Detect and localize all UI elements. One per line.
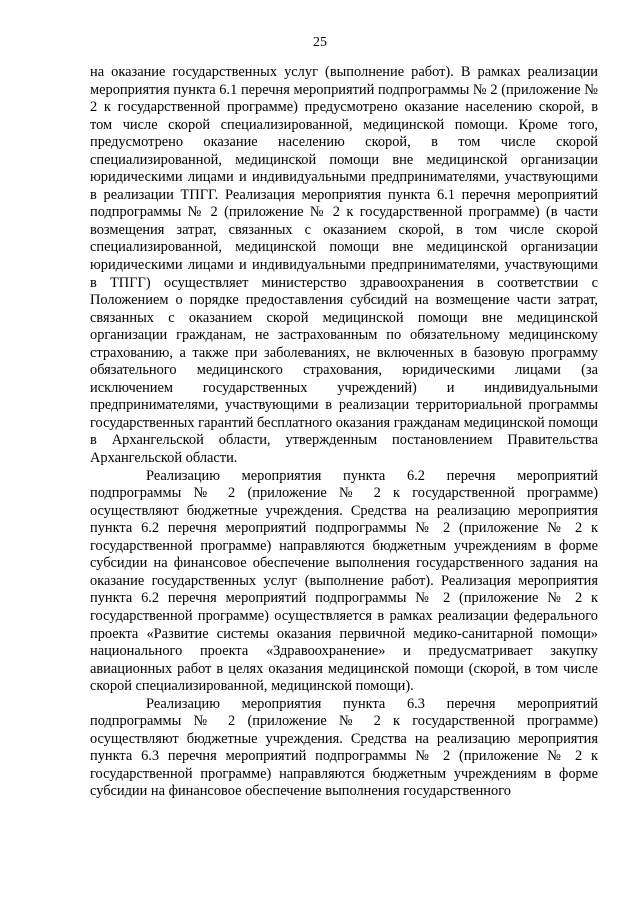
paragraph-1: на оказание государственных услуг (выполнение работ). В рамках реализации мероприятия пункта 6.1 перечня мероприятий подпрограммы № 2 (приложение № 2 к государственной программе) предусмотрено оказание населению скорой, в том числе скорой специализированной, медицинской помощи. Кроме того, предусмотрено оказание населению скорой, в том числе скорой специализированной, медицинской помощи вне медицинской организации юридическими лицами и индивидуальными предпринимателями, участвующими в реализации ТПГГ. Реализация мероприятия пункта 6.1 перечня мероприятий подпрограммы № 2 (приложение № 2 к государственной программе) (в части возмещения затрат, связанных с оказанием скорой, в том числе скорой специализированной, медицинской помощи вне медицинской организации юридическими лицами и индивидуальными предпринимателями, участвующими в ТПГГ) осуществляет министерство здравоохранения в соответствии с Положением о порядке предоставления субсидий на возмещение части затрат, связанных с оказанием скорой медицинской помощи вне медицинской организации гражданам, не застрахованным по обязательному медицинскому страхованию, а также при заболеваниях, не включенных в базовую программу обязательного медицинского страхования, юридическими лицами (за исключением государственных учреждений) и индивидуальными предпринимателями, участвующими в реализации территориальной программы государственных гарантий бесплатного оказания гражданам медицинской помощи в Архангельской области, утвержденным постановлением Правительства Архангельской области. (90, 64, 598, 467)
paragraph-3: Реализацию мероприятия пункта 6.3 перечня мероприятий подпрограммы № 2 (приложение № 2 к государственной программе) осуществляют бюджетные учреждения. Средства на реализацию мероприятия пункта 6.3 перечня мероприятий подпрограммы № 2 (приложение № 2 к государственной программе) направляются бюджетным учреждениям в форме субсидии на финансовое обеспечение выполнения государственного (90, 695, 598, 800)
document-body (90, 64, 598, 801)
paragraph-2: Реализацию мероприятия пункта 6.2 перечня мероприятий подпрограммы № 2 (приложение № 2 к государственной программе) осуществляют бюджетные учреждения. Средства на реализацию мероприятия пункта 6.2 перечня мероприятий подпрограммы № 2 (приложение № 2 к государственной программе) направляются бюджетным учреждениям в форме субсидии на финансовое обеспечение выполнения государственного задания на оказание государственных услуг (выполнение работ). Реализация мероприятия пункта 6.2 перечня мероприятий подпрограммы № 2 (приложение № 2 к государственной программе) осуществляется в рамках реализации федерального проекта «Развитие системы оказания первичной медико-санитарной помощи» национального проекта «Здравоохранение» и предусматривает закупку авиационных работ в целях оказания медицинской помощи (скорой, в том числе скорой специализированной, медицинской помощи). (90, 467, 598, 695)
page-number: 25 (313, 35, 327, 50)
